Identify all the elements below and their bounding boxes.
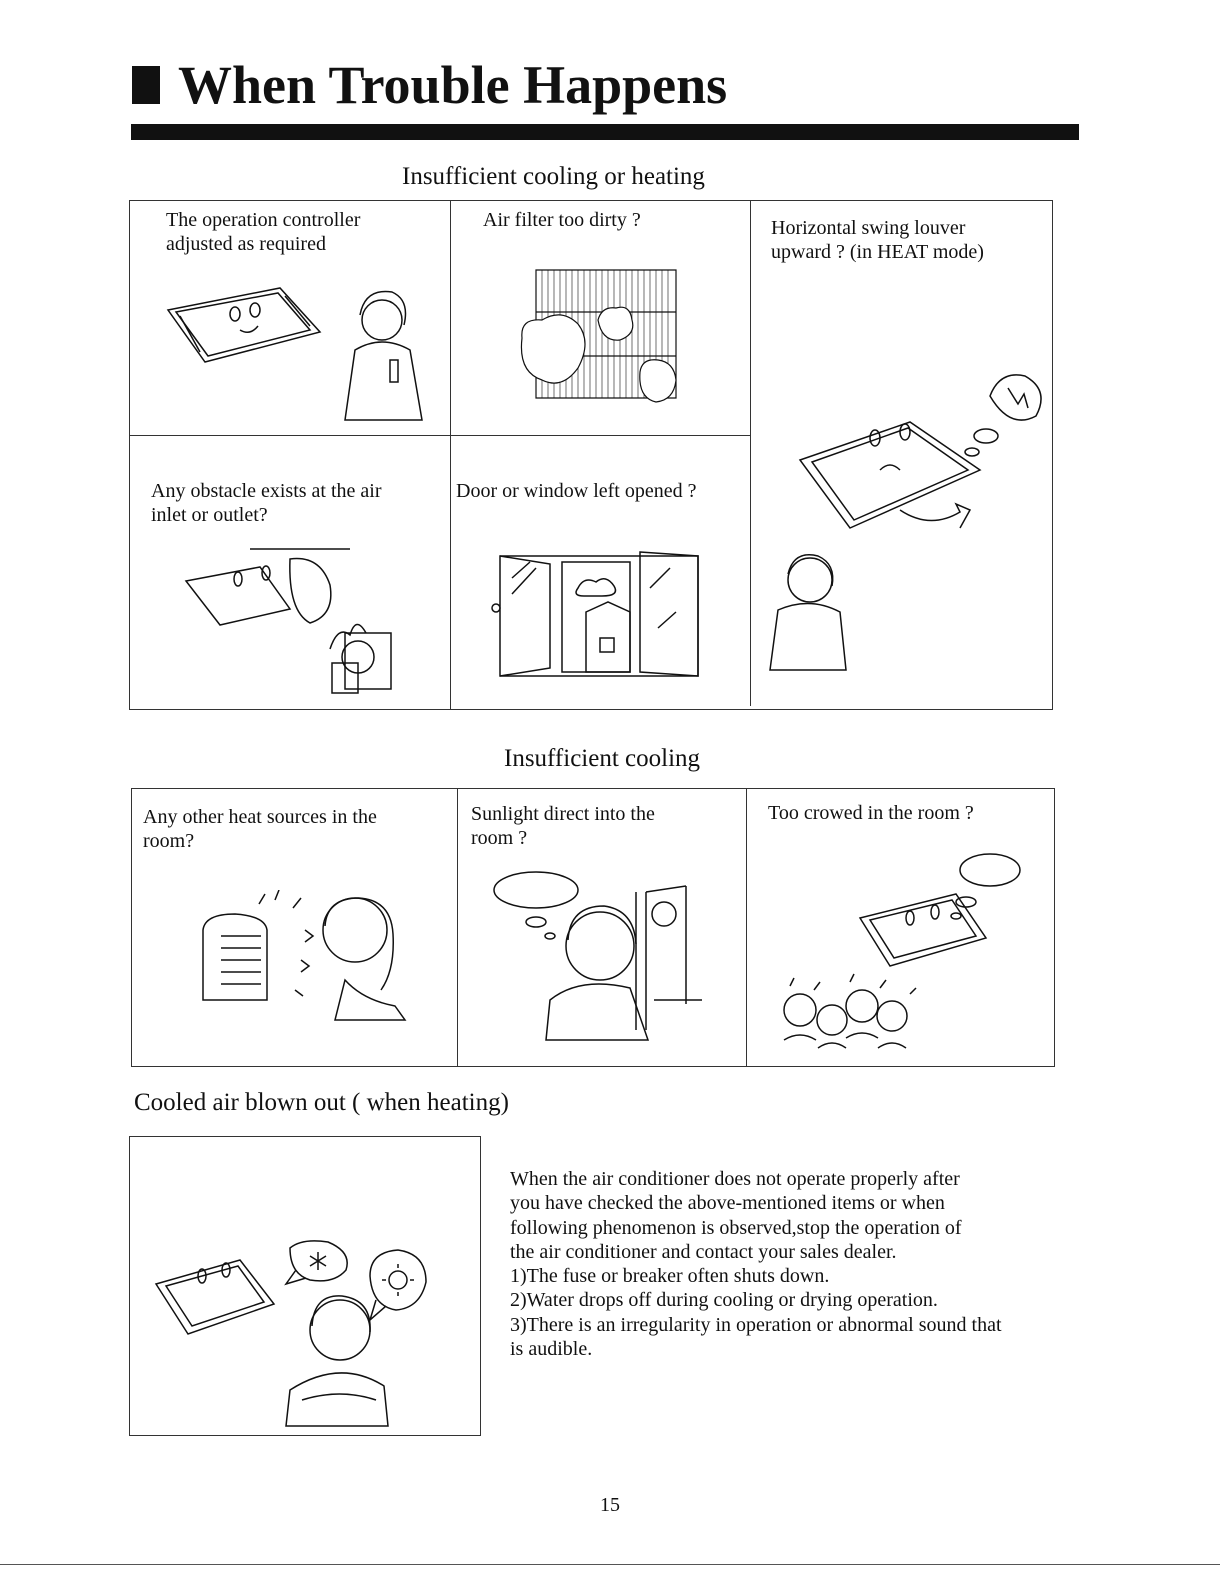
section1-divider-1 [450,200,451,710]
illustration-dirty-filter [512,268,682,408]
caption-swing-louver: Horizontal swing louver upward ? (in HEAT mode) [771,217,984,263]
page-title: When Trouble Happens [178,55,728,115]
paragraph-line: following phenomenon is observed,stop the operation of [510,1216,962,1239]
caption-obstacle: Any obstacle exists at the air inlet or outlet? [151,480,382,526]
section1-row-divider [129,435,750,436]
illustration-crowded [770,850,1025,1050]
caption-operation-controller: The operation controller adjusted as required [166,209,361,255]
title-marker-square [132,66,160,104]
illustration-obstacle [180,545,400,695]
troubleshooting-paragraph [510,1167,1070,1361]
illustration-heater [195,890,410,1025]
caption-air-filter: Air filter too dirty ? [483,209,641,231]
paragraph-line: 3)There is an irregularity in operation or abnormal sound that [510,1313,1002,1336]
bottom-rule [0,1564,1220,1565]
paragraph-line: 2)Water drops off during cooling or drying operation. [510,1289,938,1312]
illustration-swing-louver [760,360,1060,680]
title-rule [131,124,1079,140]
paragraph-line: you have checked the above-mentioned items or when [510,1192,945,1215]
section1-title: Insufficient cooling or heating [402,163,705,190]
caption-sunlight: Sunlight direct into the room ? [471,803,655,849]
caption-door-window: Door or window left opened ? [456,480,697,502]
illustration-sunlight [490,870,715,1042]
paragraph-line: is audible. [510,1338,593,1361]
paragraph-line: 1)The fuse or breaker often shuts down. [510,1265,830,1288]
illustration-ac-unit-remote [160,270,435,430]
illustration-open-window [490,548,705,680]
illustration-cooled-air [150,1240,455,1430]
caption-heat-sources: Any other heat sources in the room? [143,806,377,852]
section2-title: Insufficient cooling [504,745,701,772]
page-number: 15 [600,1494,620,1516]
section2-divider-1 [457,788,458,1067]
paragraph-line: the air conditioner and contact your sales dealer. [510,1240,897,1263]
section2-divider-2 [746,788,747,1067]
paragraph-line: When the air conditioner does not operate properly after [510,1168,960,1190]
section3-title: Cooled air blown out ( when heating) [134,1089,509,1116]
section1-divider-2 [750,200,751,706]
caption-crowded: Too crowed in the room ? [768,802,974,824]
